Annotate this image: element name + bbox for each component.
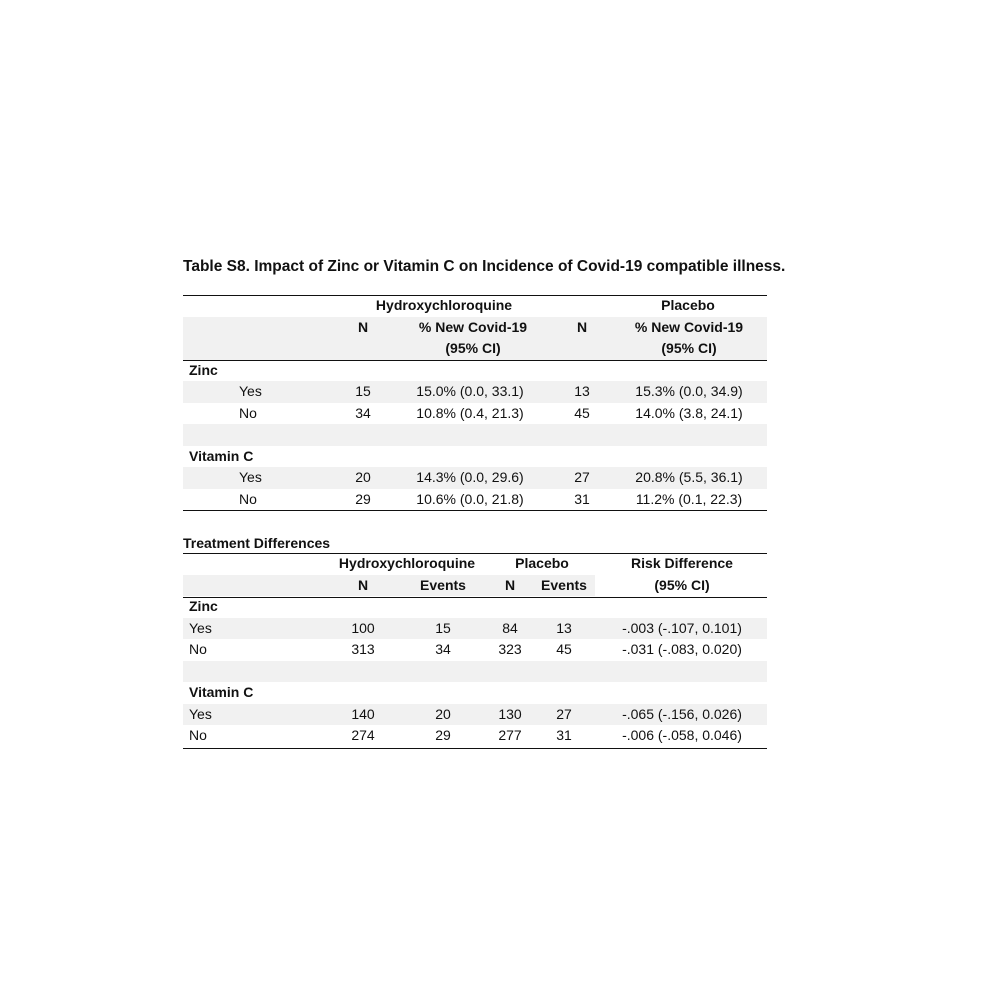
hcq-n-cell: 313	[351, 641, 375, 657]
section-label-vitamin-c: Vitamin C	[189, 684, 254, 700]
placebo-pct-cell: 15.3% (0.0, 34.9)	[635, 383, 743, 399]
col-header-placebo-events: Events	[541, 576, 587, 593]
col-header-row	[183, 575, 767, 597]
table-row	[183, 403, 767, 425]
placebo-n-cell: 84	[502, 619, 518, 636]
table-row	[183, 704, 767, 726]
row-label: Yes	[239, 383, 262, 399]
table-row	[183, 381, 767, 403]
hcq-n-cell: 140	[351, 705, 375, 722]
placebo-events-cell: 13	[556, 619, 572, 636]
group-header-placebo: Placebo	[661, 297, 715, 313]
table-row	[183, 725, 767, 747]
col-header-hcq-pct: % New Covid-19	[418, 318, 528, 335]
table-title: Table S8. Impact of Zinc or Vitamin C on Incidence of Covid-19 compatible illness.	[183, 258, 786, 275]
placebo-n-cell: 45	[574, 404, 590, 421]
section-label-zinc: Zinc	[189, 361, 218, 378]
col-header-placebo-n: N	[504, 576, 516, 593]
hcq-pct-cell: 10.6% (0.0, 21.8)	[416, 490, 524, 507]
row-label: Yes	[189, 705, 212, 722]
hcq-events-cell: 29	[435, 727, 451, 743]
hcq-events-cell: 15	[435, 619, 451, 636]
placebo-n-cell: 13	[574, 383, 590, 399]
hcq-events-cell: 20	[435, 705, 451, 722]
placebo-n-cell: 277	[498, 727, 522, 743]
hcq-n-cell: 274	[351, 727, 375, 743]
hcq-n-cell: 15	[355, 383, 371, 399]
section-label-row	[183, 360, 767, 382]
section-label-vitamin-c: Vitamin C	[189, 447, 254, 464]
section-label-row	[183, 596, 767, 618]
col-header-hcq-n: N	[357, 576, 369, 593]
placebo-pct-cell: 20.8% (5.5, 36.1)	[635, 469, 743, 485]
hcq-pct-cell: 14.3% (0.0, 29.6)	[416, 469, 524, 485]
section-label-row	[183, 682, 767, 704]
table-bottom-rule	[183, 510, 767, 511]
row-label: No	[239, 490, 257, 507]
placebo-n-cell: 323	[498, 641, 522, 657]
hcq-pct-cell: 15.0% (0.0, 33.1)	[416, 383, 524, 399]
placebo-n-cell: 31	[574, 490, 590, 507]
row-label: Yes	[189, 619, 212, 636]
spacer-row	[183, 661, 767, 683]
treatment-differences-table	[183, 553, 767, 747]
section-label-row	[183, 446, 767, 468]
risk-difference-cell: -.065 (-.156, 0.026)	[622, 705, 742, 722]
placebo-events-cell: 27	[556, 705, 572, 722]
row-label: No	[189, 727, 207, 743]
hcq-events-cell: 34	[435, 641, 451, 657]
table-row	[183, 489, 767, 511]
placebo-n-cell: 27	[574, 469, 590, 485]
col-header-row-1	[183, 317, 767, 339]
col-header-hcq-ci: (95% CI)	[445, 340, 501, 356]
group-header-row	[183, 295, 767, 317]
hcq-n-cell: 20	[355, 469, 371, 485]
placebo-pct-cell: 14.0% (3.8, 24.1)	[635, 404, 743, 421]
spacer-row	[183, 424, 767, 446]
col-header-hcq-n: N	[357, 318, 369, 335]
row-label: Yes	[239, 469, 262, 485]
col-header-placebo-pct: % New Covid-19	[634, 318, 744, 335]
treatment-differences-title: Treatment Differences	[183, 535, 331, 551]
group-header-placebo: Placebo	[515, 555, 569, 571]
group-header-row	[183, 553, 767, 575]
row-label: No	[189, 641, 207, 657]
hcq-n-cell: 29	[355, 490, 371, 507]
table-row	[183, 618, 767, 640]
placebo-pct-cell: 11.2% (0.1, 22.3)	[635, 490, 743, 507]
risk-difference-cell: -.003 (-.107, 0.101)	[622, 619, 742, 636]
group-header-risk-difference: Risk Difference	[631, 555, 733, 571]
col-header-hcq-events: Events	[420, 576, 466, 593]
col-header-placebo-ci: (95% CI)	[661, 340, 717, 356]
hcq-n-cell: 100	[351, 619, 375, 636]
risk-difference-cell: -.031 (-.083, 0.020)	[622, 641, 742, 657]
section-label-zinc: Zinc	[189, 598, 218, 614]
hcq-pct-cell: 10.8% (0.4, 21.3)	[416, 404, 524, 421]
table-row	[183, 639, 767, 661]
group-header-hcq: Hydroxychloroquine	[375, 297, 513, 313]
group-header-hcq: Hydroxychloroquine	[338, 555, 476, 571]
col-header-placebo-n: N	[576, 318, 588, 335]
hcq-n-cell: 34	[355, 404, 371, 421]
placebo-events-cell: 45	[556, 641, 572, 657]
row-label: No	[239, 404, 257, 421]
col-header-rd-ci: (95% CI)	[654, 576, 710, 593]
col-header-row-2	[183, 338, 767, 360]
incidence-table	[183, 295, 767, 510]
table-row	[183, 467, 767, 489]
risk-difference-cell: -.006 (-.058, 0.046)	[622, 727, 742, 743]
table-bottom-rule	[183, 748, 767, 749]
placebo-events-cell: 31	[556, 727, 572, 743]
placebo-n-cell: 130	[498, 705, 522, 722]
